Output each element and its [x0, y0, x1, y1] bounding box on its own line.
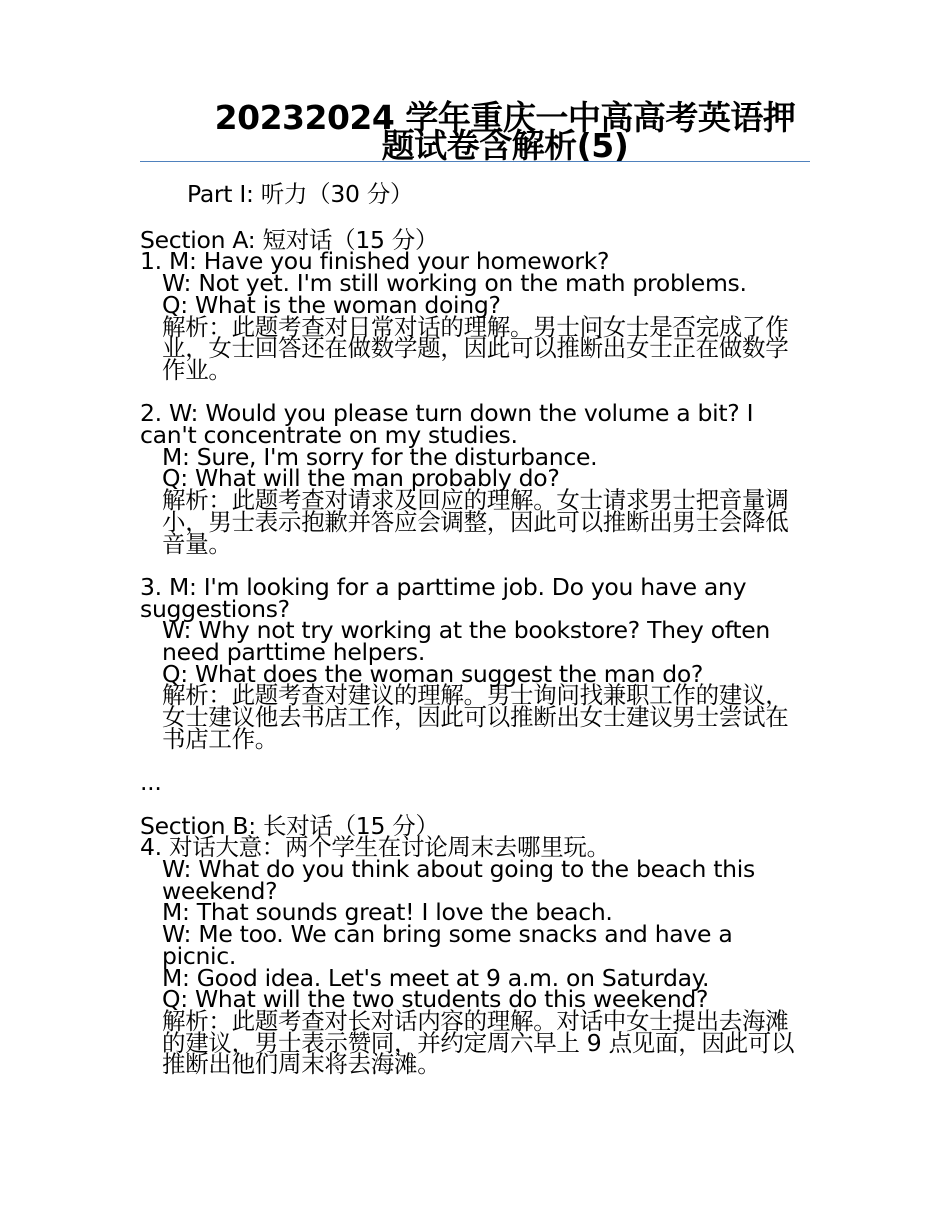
- q4-man-line-2: M: Good idea. Let's meet at 9 a.m. on Saturday.: [162, 963, 710, 992]
- document-body: [140, 180, 810, 1079]
- q2-question: Q: What will the man probably do?: [162, 464, 560, 493]
- q4-woman-line-1: W: What do you think about going to the beach this weekend?: [162, 855, 755, 905]
- q1-woman-line: W: Not yet. I'm still working on the math problems.: [162, 269, 747, 298]
- q3-question: Q: What does the woman suggest the man do?: [162, 659, 704, 688]
- question-1: [140, 247, 810, 384]
- q3-woman-line: W: Why not try working at the bookstore? They often need parttime helpers.: [162, 616, 771, 667]
- q4-woman-line-2: W: Me too. We can bring some snacks and have a picnic.: [162, 920, 733, 970]
- q1-question: Q: What is the woman doing?: [162, 290, 501, 319]
- ellipsis: ...: [140, 768, 162, 797]
- document-title: 20232024 学年重庆一中高高考英语押题试卷含解析(5): [214, 98, 796, 165]
- question-2: [140, 399, 810, 558]
- question-3: [140, 572, 810, 753]
- section-b: [140, 811, 810, 1079]
- section-a-heading: Section A: 短对话（15 分）: [140, 225, 439, 254]
- q2-analysis: 解析：此题考查对请求及回应的理解。女士请求男士把音量调小，男士表示抱歉并答应会调整，因此可以推断出男士会降低音量。: [162, 486, 789, 558]
- q3-man-line: 3. M: I'm looking for a parttime job. Do you have any suggestions?: [140, 572, 747, 623]
- q4-man-line-1: M: That sounds great! I love the beach.: [162, 898, 613, 927]
- question-4: [140, 833, 810, 1079]
- q2-man-line: M: Sure, I'm sorry for the disturbance.: [162, 442, 598, 471]
- part-heading: Part I: 听力（30 分）: [187, 180, 414, 208]
- q1-man-line: 1. M: Have you finished your homework?: [140, 247, 610, 276]
- section-b-heading: Section B: 长对话（15 分）: [140, 811, 439, 840]
- title-divider: [140, 161, 810, 162]
- q4-analysis: 解析：此题考查对长对话内容的理解。对话中女士提出去海滩的建议，男士表示赞同，并约定周六早上 9 点见面，因此可以推断出他们周末将去海滩。: [162, 1006, 795, 1079]
- q4-question: Q: What will the two students do this weekend?: [162, 985, 709, 1014]
- q1-analysis: 解析：此题考查对日常对话的理解。男士问女士是否完成了作业，女士回答还在做数学题，因此可以推断出女士正在做数学作业。: [162, 312, 789, 384]
- section-a: [140, 225, 810, 816]
- q2-woman-line: 2. W: Would you please turn down the volume a bit? I can't concentrate on my studies.: [140, 399, 754, 449]
- q3-analysis: 解析：此题考查对建议的理解。男士询问找兼职工作的建议，女士建议他去书店工作，因此可以推断出女士建议男士尝试在书店工作。: [162, 681, 789, 753]
- q4-summary: 4. 对话大意：两个学生在讨论周末去哪里玩。: [140, 833, 610, 862]
